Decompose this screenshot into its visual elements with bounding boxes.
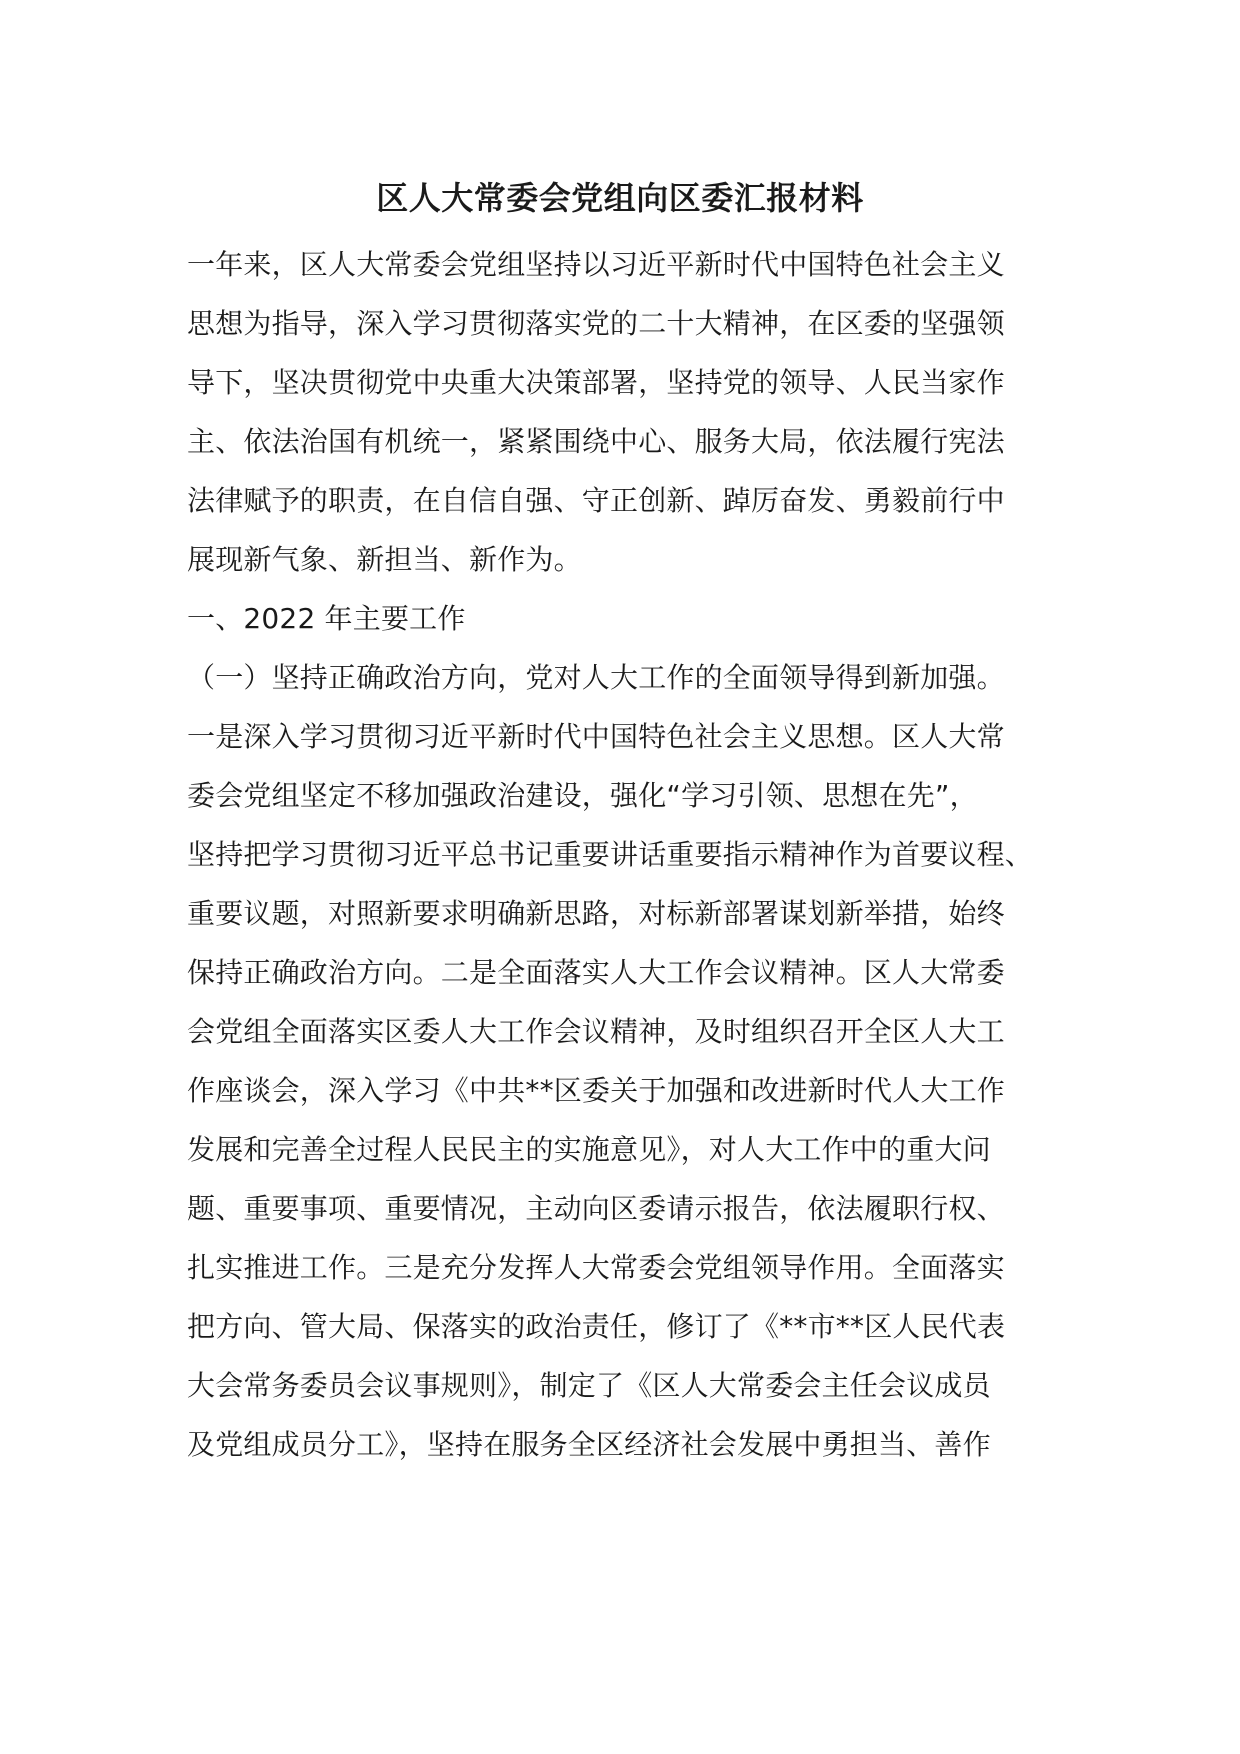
paragraph-line: 会党组全面落实区委人大工作会议精神，及时组织召开全区人大工: [187, 1015, 1005, 1048]
paragraph-line: 委会党组坚定不移加强政治建设，强化“学习引领、思想在先”，: [187, 779, 978, 812]
paragraph-line: 题、重要事项、重要情况，主动向区委请示报告，依法履职行权、: [187, 1192, 1005, 1225]
paragraph-line: 思想为指导，深入学习贯彻落实党的二十大精神，在区委的坚强领: [187, 307, 1005, 340]
paragraph-line: 保持正确政治方向。二是全面落实人大工作会议精神。区人大常委: [187, 956, 1005, 989]
paragraph-line: 发展和完善全过程人民民主的实施意见》，对人大工作中的重大问: [187, 1133, 991, 1166]
paragraph-line: 展现新气象、新担当、新作为。: [187, 543, 582, 576]
paragraph-line: 作座谈会，深入学习《中共**区委关于加强和改进新时代人大工作: [187, 1074, 1006, 1107]
paragraph-line: 及党组成员分工》，坚持在服务全区经济社会发展中勇担当、善作: [187, 1428, 991, 1461]
paragraph-line: 导下，坚决贯彻党中央重大决策部署，坚持党的领导、人民当家作: [187, 366, 1005, 399]
document-title: 区人大常委会党组向区委汇报材料: [376, 179, 864, 217]
section-heading: 一、2022 年主要工作: [187, 602, 466, 635]
paragraph-line: 扎实推进工作。三是充分发挥人大常委会党组领导作用。全面落实: [187, 1251, 1005, 1284]
paragraph-line: 法律赋予的职责，在自信自强、守正创新、踔厉奋发、勇毅前行中: [187, 484, 1005, 517]
paragraph-line: 坚持把学习贯彻习近平总书记重要讲话重要指示精神作为首要议程、: [187, 838, 1034, 871]
paragraph-line: 主、依法治国有机统一，紧紧围绕中心、服务大局，依法履行宪法: [187, 425, 1005, 458]
paragraph-line: 重要议题，对照新要求明确新思路，对标新部署谋划新举措，始终: [187, 897, 1005, 930]
paragraph-line: 把方向、管大局、保落实的政治责任，修订了《**市**区人民代表: [187, 1310, 1006, 1343]
subsection-heading: （一）坚持正确政治方向，党对人大工作的全面领导得到新加强。: [187, 661, 1005, 694]
paragraph-line: 一年来，区人大常委会党组坚持以习近平新时代中国特色社会主义: [187, 248, 1005, 281]
paragraph-line: 大会常务委员会议事规则》，制定了《区人大常委会主任会议成员: [187, 1369, 991, 1402]
paragraph-line: 一是深入学习贯彻习近平新时代中国特色社会主义思想。区人大常: [187, 720, 1005, 753]
